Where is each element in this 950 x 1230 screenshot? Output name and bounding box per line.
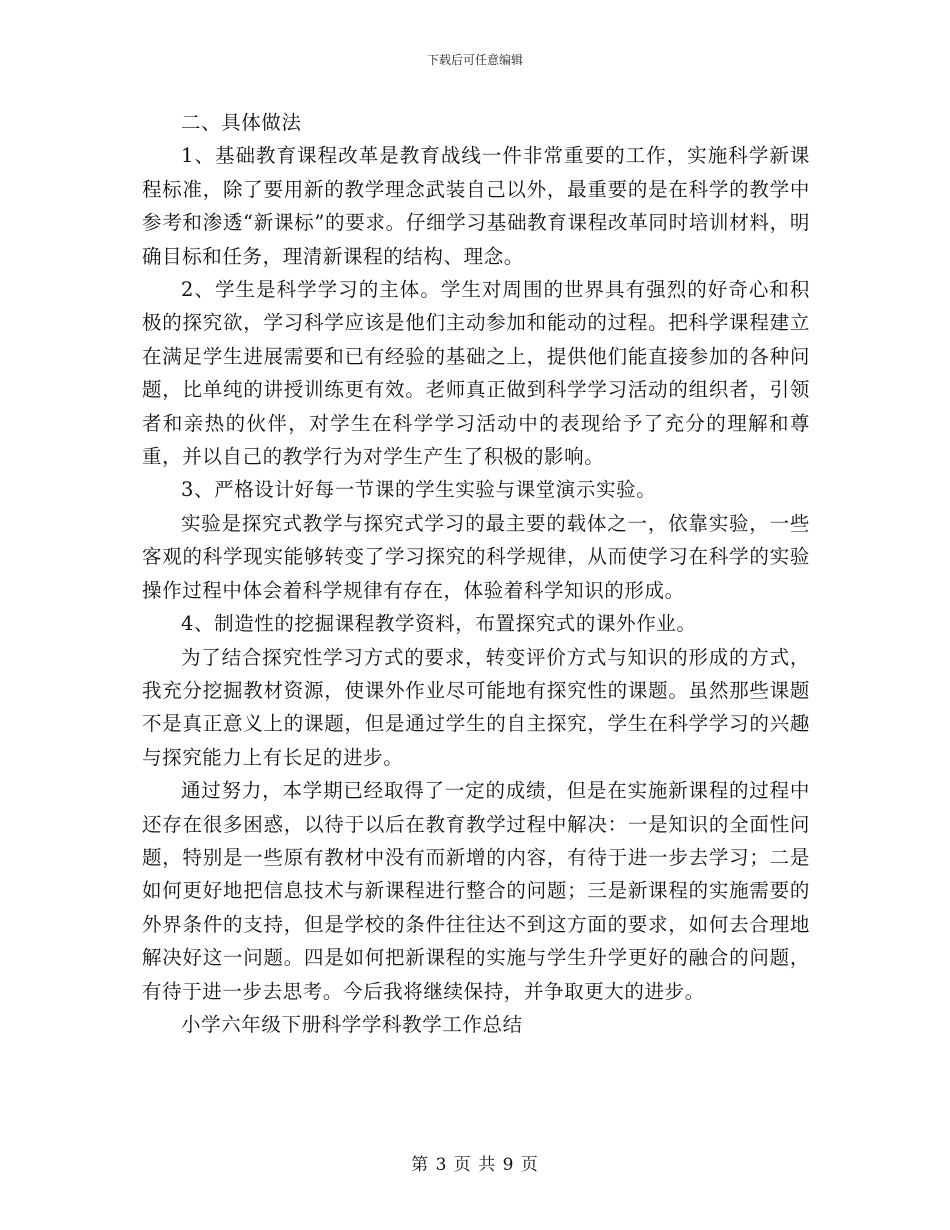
section-heading: 二、具体做法 (181, 111, 302, 134)
paragraph-experiment: 实验是探究式教学与探究式学习的最主要的载体之一，依靠实验，一些客观的科学现实能够转变了学习探究的科学规律，从而使学习在科学的实验操作过程中体会着科学规律有存在，体验着科学知识的形成。 (142, 511, 810, 602)
paragraph-item-3-heading: 3、严格设计好每一节课的学生实验与课堂演示实验。 (181, 478, 657, 502)
header-note: 下载后可任意编辑 (426, 53, 523, 67)
paragraph-summary: 通过努力，本学期已经取得了一定的成绩，但是在实施新课程的过程中还存在很多困惑，以待于以后在教育教学过程中解决：一是知识的全面性问题，特别是一些原有教材中没有而新增的内容，有待于进一步去学习；二是如何更好地把信息技术与新课程进行整合的问题；三是新课程的实施需要的外界条件的支持，但是学校的条件往往达不到这方面的要求，如何去合理地解决好这一问题。四是如何把新课程的实施与学生升学更好的融合的问题，有待于进一步去思考。今后我将继续保持，并争取更大的进步。 (142, 779, 810, 1003)
paragraph-item-1: 1、基础教育课程改革是教育战线一件非常重要的工作，实施科学新课程标准，除了要用新的教学理念武装自己以外，最重要的是在科学的教学中参考和渗透“新课标”的要求。仔细学习基础教育课程改革同时培训材料，明确目标和任务，理清新课程的结构、理念。 (142, 144, 810, 268)
paragraph-homework: 为了结合探究性学习方式的要求，转变评价方式与知识的形成的方式，我充分挖掘教材资源，使课外作业尽可能地有探究性的课题。虽然那些课题不是真正意义上的课题，但是通过学生的自主探究，学生在科学学习的兴趣与探究能力上有长足的进步。 (142, 645, 810, 769)
paragraph-item-2: 2、学生是科学学习的主体。学生对周围的世界具有强烈的好奇心和积极的探究欲，学习科学应该是他们主动参加和能动的过程。把科学课程建立在满足学生进展需要和已有经验的基础之上，提供他们能直接参加的各种问题，比单纯的讲授训练更有效。老师真正做到科学学习活动的组织者，引领者和亲热的伙伴，对学生在科学学习活动中的表现给予了充分的理解和尊重，并以自己的教学行为对学生产生了积极的影响。 (142, 278, 810, 469)
paragraph-item-4-heading: 4、制造性的挖掘课程教学资料，布置探究式的课外作业。 (181, 612, 697, 636)
page-number: 第 3 页 共 9 页 (411, 1155, 539, 1175)
next-title: 小学六年级下册科学学科教学工作总结 (181, 1012, 523, 1036)
document-body (142, 106, 810, 1041)
